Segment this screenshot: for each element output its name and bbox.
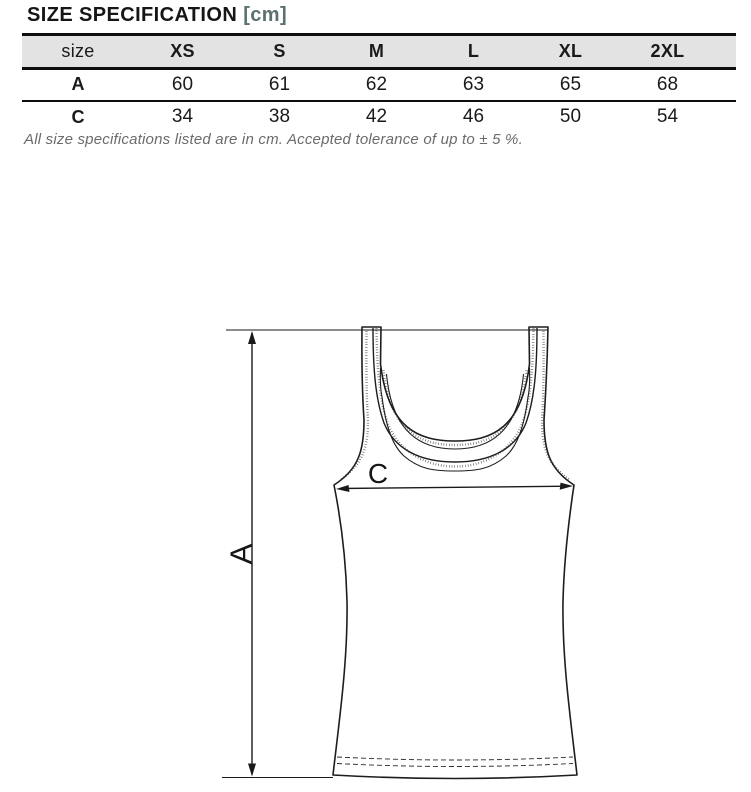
title-unit: [cm] [243,4,288,26]
dim-label-chest: C [367,458,389,489]
row-a-2xl: 68 [656,73,679,95]
row-a-xs: 60 [171,73,194,95]
row-c-l: 46 [462,106,485,127]
header-m: M [328,35,425,69]
row-c-m: 42 [365,106,388,127]
row-a-label: A [71,74,85,95]
header-2xl: 2XL [619,35,716,69]
dim-height-arrow-down [248,764,256,777]
row-a-m: 62 [365,73,388,95]
tolerance-note: All size specifications listed are in cm. Accepted tolerance of up to ± 5 %. [24,131,523,148]
row-c-xl: 50 [559,106,582,127]
row-c-2xl: 54 [656,106,679,127]
row-c-xs: 34 [171,106,194,127]
header-size-label: size [22,35,134,69]
header-xl: XL [522,35,619,69]
title-text: SIZE SPECIFICATION [27,4,238,26]
row-c-s: 38 [268,106,291,127]
row-a-s: 61 [268,73,291,95]
header-l: L [425,35,522,69]
garment-outline [333,327,577,779]
row-a-l: 63 [462,73,485,95]
row-a-xl: 65 [559,73,582,95]
dim-label-height: A [223,543,259,565]
row-c-label: C [71,106,85,127]
header-s: S [231,35,328,69]
header-xs: XS [134,35,231,69]
dim-height-arrow-up [248,331,256,344]
